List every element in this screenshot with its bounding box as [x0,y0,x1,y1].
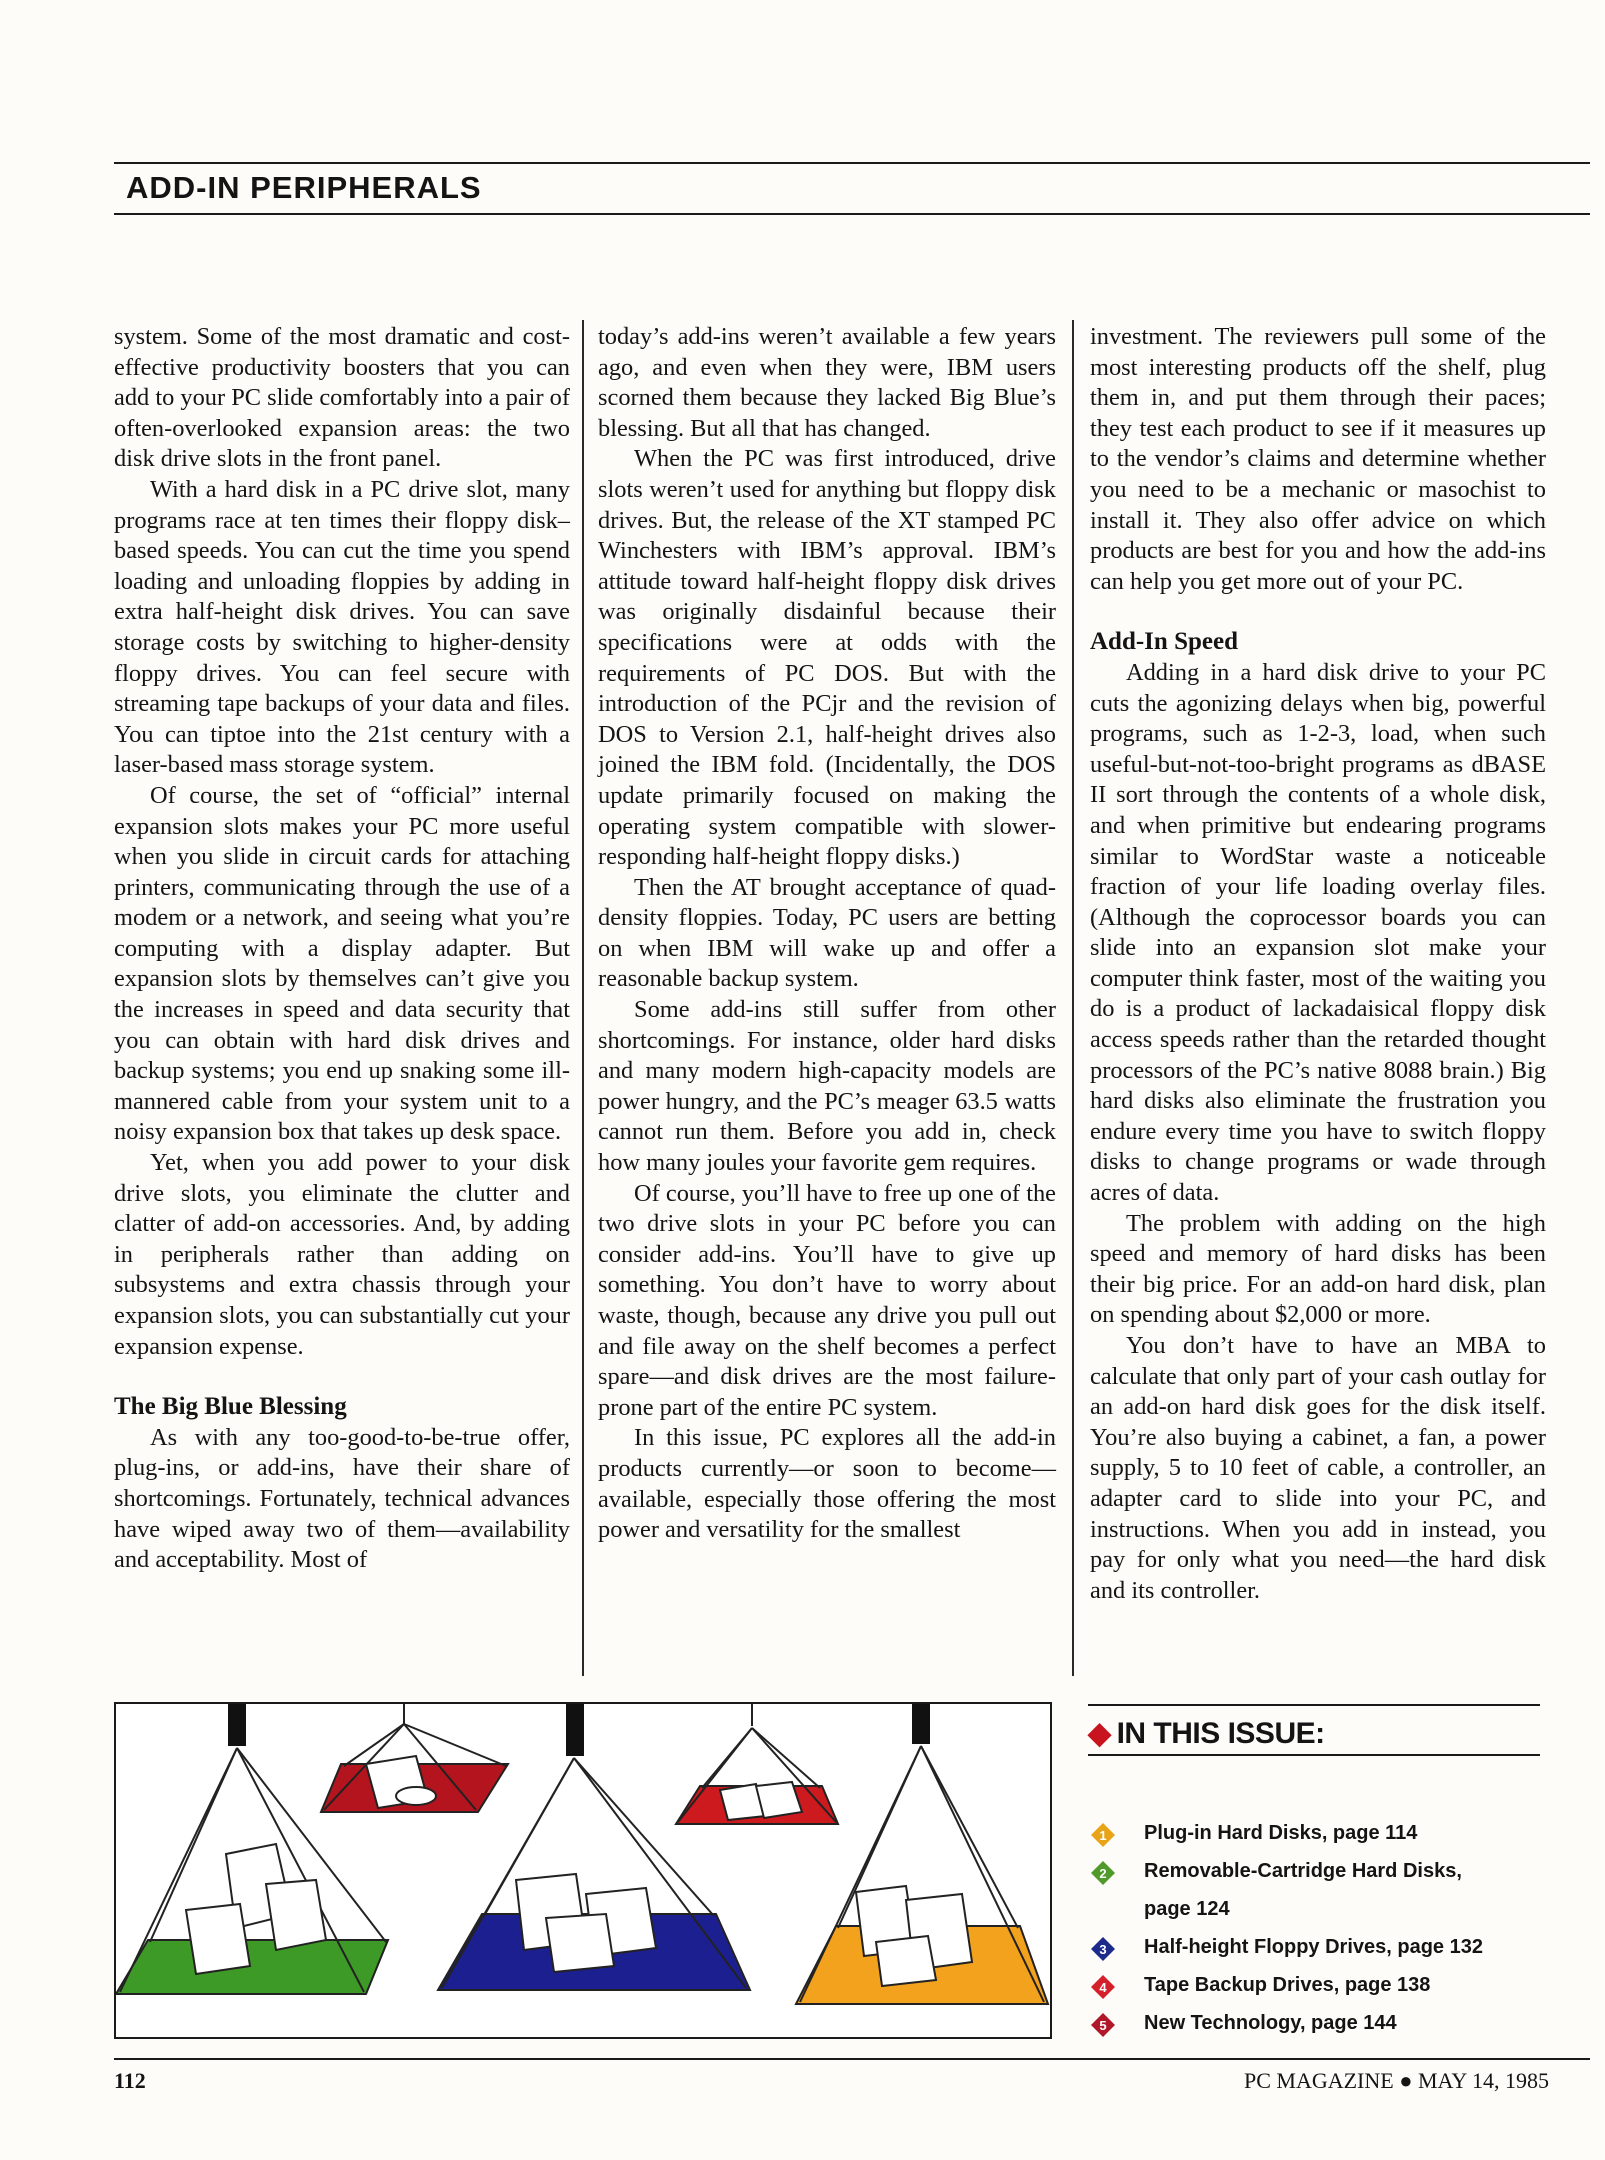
paragraph: Yet, when you add power to your disk drive slots, you eliminate the clutter and clatter of add-on accessories. And, by adding in peripherals rather than adding on subsystems and extra chassis through your expansion slots, you can substantially cut your expansion expense. [114,1149,570,1360]
paragraph: Of course, the set of “official” internal expansion slots makes your PC more useful when you slide in circuit cards for attaching printers, communicating through the use of a modem or a network, and seeing what you’re computing with a display adapter. But expansion slots by themselves can’t give you the increases in speed and data security that you can obtain with hard disk drives and backup systems; you end up snaking some ill-mannered cable from your system unit to a noisy expansion box that takes up desk space. [114,781,570,1146]
paragraph: In this issue, PC explores all the add-in products currently—or soon to become—available, especially those offering the most power and versatility for the smallest [598,1424,1056,1544]
scales-illustration [114,1702,1052,2039]
hook-icon [228,1704,246,1746]
paragraph: You don’t have to have an MBA to calculate that only part of your cash outlay for an add-on hard disk goes for the disk itself. You’re also buying a cabinet, a fan, a power supply, 5 to 10 feet of cable, a controller, an adapter card to slide into your PC, and instructions. When you add in instead, you pay for only what you need—the hard disk and its controller. [1090,1332,1546,1604]
issue-item-label: Half-height Floppy Drives, page 132 [1144,1936,1483,1958]
paragraph: Adding in a hard disk drive to your PC cuts the agonizing delays when big, powerful programs, such as 1-2-3, load, when such useful-but-not-too-bright programs as dBASE II sort through the contents of a whole disk, and when primitive but endearing programs similar to WordStar waste a noticeable fraction of your life loading overlay files. (Although the coprocessor boards you can slide into an expansion slot make your computer think faster, most of the waiting you do is a product of lackadaisical floppy disk access speeds rather than the retarded thought processors of the PC’s native 8088 brain.) Big hard disks also eliminate the frustration you endure every time you have to switch floppy disks to change programs or wade through acres of data. [1090,658,1546,1207]
green-scale-pan [116,1704,388,1994]
section-gap [114,1362,570,1392]
in-this-issue-header [1088,1710,1325,1757]
article-column-1 [114,322,570,1576]
svg-text:3: 3 [1099,1942,1107,1957]
paragraph: today’s add-ins weren’t available a few years ago, and even when they were, IBM users scorned them because they lacked Big Blue’s blessing. But all that has changed. [598,323,1056,442]
hook-icon [912,1704,930,1744]
paragraph: When the PC was first introduced, drive slots weren’t used for anything but floppy disk drives. But, the release of the XT stamped PC Winchesters with IBM’s approval. IBM’s attitude toward half-height floppy disk drives was originally disdainful because their specifications were at odds with the requirements of PC DOS. But with the introduction of the PCjr and the revision of DOS to Version 2.1, half-height drives also joined the IBM fold. (Incidentally, the DOS update primarily focused on making the operating system compatible with slower-responding half-height floppy disks.) [598,445,1056,871]
number-2-diamond-icon [1090,1860,1116,1886]
blue-scale-pan [438,1704,750,1990]
paragraph: Of course, you’ll have to free up one of the two drive slots in your PC before you can consider add-ins. You’ll have to give up something. You don’t have to worry about waste, though, because any drive you pull out and file away on the shelf becomes a perfect spare—and disk drives are the most failure-prone part of the entire PC system. [598,1179,1056,1421]
subheading-big-blue-blessing: The Big Blue Blessing [114,1393,347,1421]
red-scale-pan-left [321,1704,508,1812]
in-this-issue-title: IN THIS ISSUE: [1116,1717,1325,1750]
paragraph: The problem with adding on the high speed and memory of hard disks has been their big price. For an add-on hard disk, plan on spending about $2,000 or more. [1090,1209,1546,1329]
header-rule-top [114,162,1590,164]
diamond-bullet-icon: ◆ [1088,1717,1111,1750]
issue-item-label: Removable-Cartridge Hard Disks, [1144,1860,1462,1882]
number-3-diamond-icon [1090,1936,1116,1962]
column-divider [1072,320,1074,1676]
paragraph: Some add-ins still suffer from other shortcomings. For instance, older hard disks and many modern high-capacity models are power hungry, and the PC’s meager 63.5 watts cannot run them. Before you add in, check how many joules your favorite gem requires. [598,996,1056,1177]
issue-rule-bottom [1088,1754,1540,1756]
page-number: 112 [114,2068,146,2093]
paragraph: system. Some of the most dramatic and cost-effective productivity boosters that you can add to your PC slide comfortably into a pair of often-overlooked expansion areas: the two disk drive slots in the front panel. [114,323,570,473]
issue-rule-top [1088,1704,1540,1706]
paragraph: Then the AT brought acceptance of quad-density floppies. Today, PC users are betting on when IBM will wake up and offer a reasonable backup system. [598,873,1056,993]
orange-scale-pan [796,1704,1048,2004]
paragraph: With a hard disk in a PC drive slot, many programs race at ten times their floppy disk–based speeds. You can cut the time you spend loading and unloading floppies by adding in extra half-height disk drives. You can save storage costs by switching to higher-density floppy drives. You can feel secure with streaming tape backups of your data and files. You can tiptoe into the 21st century with a laser-based mass storage system. [114,475,570,779]
hook-icon [566,1704,584,1756]
section-title: ADD-IN PERIPHERALS [126,170,482,205]
section-gap [1090,597,1546,627]
header-rule-bottom [114,213,1590,215]
number-5-diamond-icon [1090,2012,1116,2038]
scales-drawing [116,1704,1050,2037]
column-divider [582,320,584,1676]
number-1-diamond-icon [1090,1822,1116,1848]
magazine-footer: PC MAGAZINE ● MAY 14, 1985 [1243,2068,1549,2093]
svg-text:2: 2 [1099,1866,1107,1881]
issue-item-label: New Technology, page 144 [1144,2012,1397,2034]
article-column-2 [598,322,1056,1546]
red-scale-pan-right [676,1704,838,1824]
svg-text:4: 4 [1099,1980,1107,1995]
issue-item-label-continued: page 124 [1144,1898,1230,1920]
issue-item-label: Tape Backup Drives, page 138 [1144,1974,1431,1996]
number-4-diamond-icon [1090,1974,1116,2000]
article-column-3 [1090,322,1546,1606]
svg-text:1: 1 [1099,1828,1107,1843]
svg-text:5: 5 [1099,2018,1107,2033]
paragraph: As with any too-good-to-be-true offer, plug-ins, or add-ins, have their share of shortcomings. Fortunately, technical advances have wiped away two of them—availability and acceptability. Most of [114,1423,570,1574]
paragraph: investment. The reviewers pull some of the most interesting products off the shelf, plug them in, and put them through their paces; they test each product to see if it measures up to the vendor’s claims and determine whether you need to be a mechanic or masochist to install it. They also offer advice on which products are best for you and how the add-ins can help you get more out of your PC. [1090,323,1546,595]
issue-item-label: Plug-in Hard Disks, page 114 [1144,1822,1418,1844]
footer-rule [114,2058,1590,2060]
subheading-add-in-speed: Add-In Speed [1090,628,1238,656]
